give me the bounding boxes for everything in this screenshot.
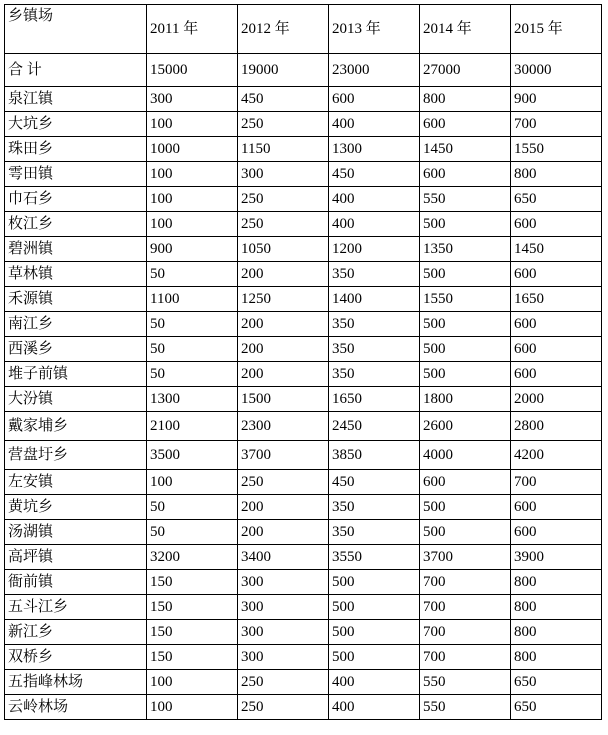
value-cell: 100: [147, 162, 238, 187]
table-row: [5, 262, 602, 287]
value-cell: 250: [238, 212, 329, 237]
value-cell: 650: [511, 695, 602, 720]
township-name-cell: 禾源镇: [5, 287, 147, 312]
township-name-cell: 云岭林场: [5, 695, 147, 720]
value-cell: 350: [329, 520, 420, 545]
value-cell: 100: [147, 670, 238, 695]
total-cell: 15000: [147, 54, 238, 87]
total-label: 合 计: [5, 54, 147, 87]
value-cell: 200: [238, 262, 329, 287]
table-row: [5, 137, 602, 162]
value-cell: 200: [238, 312, 329, 337]
value-cell: 600: [420, 470, 511, 495]
township-name-cell: 衙前镇: [5, 570, 147, 595]
value-cell: 500: [329, 595, 420, 620]
value-cell: 650: [511, 187, 602, 212]
value-cell: 700: [420, 645, 511, 670]
value-cell: 400: [329, 112, 420, 137]
table-row: [5, 387, 602, 412]
table-row: [5, 312, 602, 337]
value-cell: 250: [238, 670, 329, 695]
total-cell: 30000: [511, 54, 602, 87]
table-row: [5, 520, 602, 545]
total-cell: 23000: [329, 54, 420, 87]
value-cell: 250: [238, 470, 329, 495]
table-row: [5, 287, 602, 312]
value-cell: 500: [420, 262, 511, 287]
value-cell: 200: [238, 520, 329, 545]
value-cell: 1800: [420, 387, 511, 412]
value-cell: 1500: [238, 387, 329, 412]
value-cell: 800: [511, 620, 602, 645]
corner-header: 乡镇场: [5, 5, 147, 54]
value-cell: 200: [238, 495, 329, 520]
value-cell: 2300: [238, 412, 329, 441]
township-name-cell: 大汾镇: [5, 387, 147, 412]
value-cell: 450: [238, 87, 329, 112]
value-cell: 3900: [511, 545, 602, 570]
value-cell: 700: [420, 595, 511, 620]
value-cell: 500: [420, 495, 511, 520]
value-cell: 600: [420, 112, 511, 137]
table-row: [5, 212, 602, 237]
value-cell: 300: [238, 595, 329, 620]
value-cell: 450: [329, 470, 420, 495]
value-cell: 2600: [420, 412, 511, 441]
value-cell: 800: [511, 570, 602, 595]
value-cell: 500: [329, 620, 420, 645]
township-name-cell: 戴家埔乡: [5, 412, 147, 441]
table-row: [5, 362, 602, 387]
value-cell: 700: [420, 620, 511, 645]
value-cell: 50: [147, 520, 238, 545]
township-name-cell: 泉江镇: [5, 87, 147, 112]
value-cell: 300: [238, 162, 329, 187]
value-cell: 2450: [329, 412, 420, 441]
value-cell: 1550: [420, 287, 511, 312]
value-cell: 500: [420, 312, 511, 337]
value-cell: 1250: [238, 287, 329, 312]
value-cell: 500: [420, 362, 511, 387]
year-header: 2015 年: [511, 5, 602, 54]
table-row: [5, 112, 602, 137]
total-cell: 27000: [420, 54, 511, 87]
table-row: [5, 87, 602, 112]
value-cell: 350: [329, 495, 420, 520]
value-cell: 100: [147, 112, 238, 137]
value-cell: 1100: [147, 287, 238, 312]
table-row: [5, 495, 602, 520]
value-cell: 250: [238, 695, 329, 720]
value-cell: 50: [147, 495, 238, 520]
value-cell: 4200: [511, 441, 602, 470]
value-cell: 700: [420, 570, 511, 595]
value-cell: 600: [511, 495, 602, 520]
value-cell: 150: [147, 645, 238, 670]
value-cell: 800: [420, 87, 511, 112]
value-cell: 1400: [329, 287, 420, 312]
total-cell: 19000: [238, 54, 329, 87]
value-cell: 450: [329, 162, 420, 187]
township-name-cell: 高坪镇: [5, 545, 147, 570]
value-cell: 2100: [147, 412, 238, 441]
table-row: [5, 337, 602, 362]
value-cell: 1550: [511, 137, 602, 162]
value-cell: 200: [238, 362, 329, 387]
value-cell: 150: [147, 570, 238, 595]
value-cell: 100: [147, 212, 238, 237]
value-cell: 600: [420, 162, 511, 187]
table-row: [5, 441, 602, 470]
value-cell: 600: [511, 212, 602, 237]
value-cell: 3850: [329, 441, 420, 470]
table-row: [5, 470, 602, 495]
township-name-cell: 营盘圩乡: [5, 441, 147, 470]
township-name-cell: 汤湖镇: [5, 520, 147, 545]
township-name-cell: 巾石乡: [5, 187, 147, 212]
value-cell: 600: [511, 312, 602, 337]
value-cell: 1150: [238, 137, 329, 162]
year-header: 2011 年: [147, 5, 238, 54]
value-cell: 700: [511, 470, 602, 495]
value-cell: 650: [511, 670, 602, 695]
value-cell: 300: [238, 620, 329, 645]
township-name-cell: 五斗江乡: [5, 595, 147, 620]
value-cell: 50: [147, 312, 238, 337]
value-cell: 50: [147, 337, 238, 362]
value-cell: 600: [329, 87, 420, 112]
value-cell: 3200: [147, 545, 238, 570]
value-cell: 1000: [147, 137, 238, 162]
value-cell: 350: [329, 262, 420, 287]
value-cell: 350: [329, 337, 420, 362]
value-cell: 250: [238, 187, 329, 212]
value-cell: 400: [329, 187, 420, 212]
value-cell: 1650: [329, 387, 420, 412]
township-name-cell: 草林镇: [5, 262, 147, 287]
value-cell: 400: [329, 695, 420, 720]
township-name-cell: 黄坑乡: [5, 495, 147, 520]
value-cell: 500: [420, 520, 511, 545]
value-cell: 1350: [420, 237, 511, 262]
township-name-cell: 左安镇: [5, 470, 147, 495]
value-cell: 400: [329, 212, 420, 237]
township-name-cell: 南江乡: [5, 312, 147, 337]
header-row: [5, 5, 602, 54]
value-cell: 100: [147, 695, 238, 720]
value-cell: 1450: [420, 137, 511, 162]
value-cell: 300: [147, 87, 238, 112]
value-cell: 3700: [238, 441, 329, 470]
township-name-cell: 双桥乡: [5, 645, 147, 670]
table-row: [5, 595, 602, 620]
table-row: [5, 620, 602, 645]
value-cell: 1650: [511, 287, 602, 312]
value-cell: 200: [238, 337, 329, 362]
table-row: [5, 570, 602, 595]
value-cell: 100: [147, 470, 238, 495]
township-name-cell: 枚江乡: [5, 212, 147, 237]
value-cell: 150: [147, 595, 238, 620]
value-cell: 100: [147, 187, 238, 212]
table-row: [5, 162, 602, 187]
value-cell: 500: [329, 570, 420, 595]
value-cell: 550: [420, 695, 511, 720]
table-row: [5, 187, 602, 212]
value-cell: 700: [511, 112, 602, 137]
table-row: [5, 670, 602, 695]
value-cell: 900: [511, 87, 602, 112]
value-cell: 1450: [511, 237, 602, 262]
value-cell: 2800: [511, 412, 602, 441]
value-cell: 800: [511, 645, 602, 670]
value-cell: 1050: [238, 237, 329, 262]
table-row: [5, 237, 602, 262]
value-cell: 350: [329, 362, 420, 387]
year-header: 2014 年: [420, 5, 511, 54]
value-cell: 300: [238, 570, 329, 595]
value-cell: 350: [329, 312, 420, 337]
value-cell: 1300: [147, 387, 238, 412]
township-name-cell: 碧洲镇: [5, 237, 147, 262]
total-row: [5, 54, 602, 87]
value-cell: 600: [511, 520, 602, 545]
value-cell: 50: [147, 262, 238, 287]
value-cell: 1200: [329, 237, 420, 262]
table-row: [5, 695, 602, 720]
value-cell: 3550: [329, 545, 420, 570]
value-cell: 900: [147, 237, 238, 262]
table-row: [5, 645, 602, 670]
value-cell: 250: [238, 112, 329, 137]
value-cell: 550: [420, 187, 511, 212]
value-cell: 150: [147, 620, 238, 645]
value-cell: 300: [238, 645, 329, 670]
township-name-cell: 大坑乡: [5, 112, 147, 137]
township-name-cell: 新江乡: [5, 620, 147, 645]
value-cell: 50: [147, 362, 238, 387]
year-header: 2013 年: [329, 5, 420, 54]
value-cell: 3500: [147, 441, 238, 470]
township-name-cell: 五指峰林场: [5, 670, 147, 695]
value-cell: 500: [329, 645, 420, 670]
value-cell: 500: [420, 212, 511, 237]
township-data-table: [4, 4, 602, 720]
value-cell: 1300: [329, 137, 420, 162]
table-row: [5, 412, 602, 441]
value-cell: 4000: [420, 441, 511, 470]
township-name-cell: 堆子前镇: [5, 362, 147, 387]
township-name-cell: 西溪乡: [5, 337, 147, 362]
value-cell: 800: [511, 162, 602, 187]
value-cell: 3700: [420, 545, 511, 570]
value-cell: 600: [511, 362, 602, 387]
value-cell: 3400: [238, 545, 329, 570]
value-cell: 500: [420, 337, 511, 362]
value-cell: 600: [511, 262, 602, 287]
value-cell: 600: [511, 337, 602, 362]
value-cell: 550: [420, 670, 511, 695]
year-header: 2012 年: [238, 5, 329, 54]
value-cell: 800: [511, 595, 602, 620]
value-cell: 400: [329, 670, 420, 695]
township-name-cell: 珠田乡: [5, 137, 147, 162]
township-name-cell: 雩田镇: [5, 162, 147, 187]
table-row: [5, 545, 602, 570]
value-cell: 2000: [511, 387, 602, 412]
table-container: [4, 4, 602, 720]
